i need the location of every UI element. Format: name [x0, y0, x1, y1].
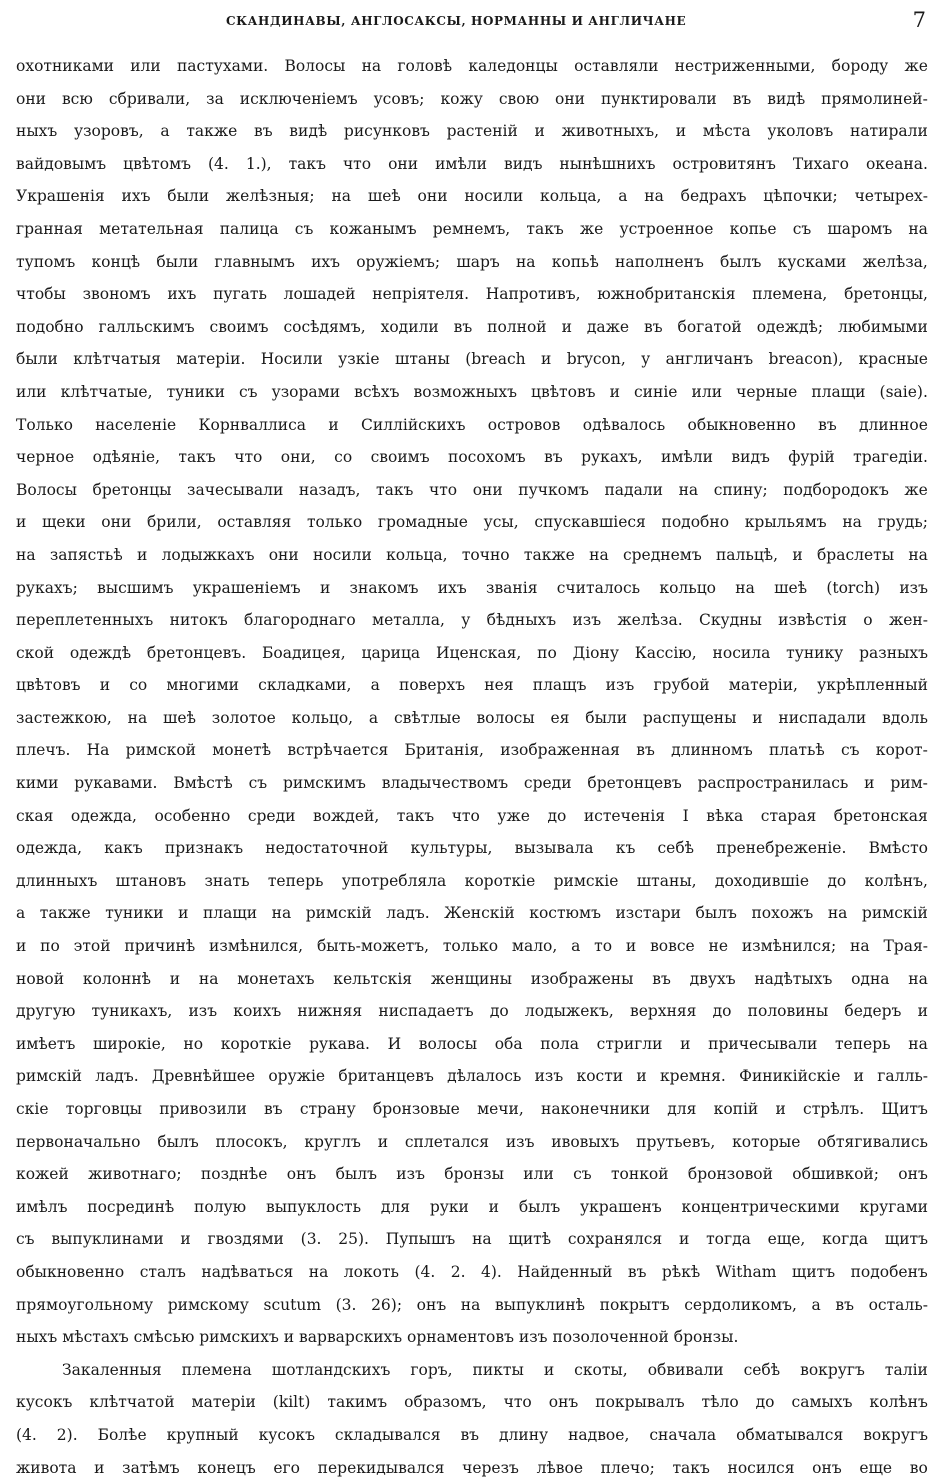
text-line: были клѣтчатыя матеріи. Носили узкіе штаны (breach и brycon, у англичанъ breacon), красные — [16, 350, 928, 369]
text-line: одежда, какъ признакъ недостаточной культуры, вызывала къ себѣ пренебреженіе. Вмѣсто — [16, 839, 928, 858]
text-line: имѣлъ посрединѣ полую выпуклость для руки и былъ украшенъ концентрическими кругами — [16, 1197, 928, 1216]
text-line: другую туникахъ, изъ коихъ нижняя ниспадаетъ до лодыжекъ, верхняя до половины бедеръ и — [16, 1002, 928, 1021]
page-number: 7 — [912, 8, 926, 32]
text-line: Волосы бретонцы зачесывали назадъ, такъ что они пучкомъ падали на спину; подбородокъ же — [16, 480, 928, 499]
text-line: они всю сбривали, за исключеніемъ усовъ; кожу свою они пунктировали въ видѣ прямолиней- — [16, 89, 928, 108]
text-line: и щеки они брили, оставляя только громадные усы, спускавшіеся подобно крыльямъ на грудь; — [16, 513, 928, 532]
text-line: скіе торговцы привозили въ страну бронзовые мечи, наконечники для копій и стрѣлъ. Щитъ — [16, 1100, 928, 1118]
text-line: кусокъ клѣтчатой матеріи (kilt) такимъ образомъ, что онъ покрывалъ тѣло до самыхъ колѣнъ — [16, 1393, 928, 1412]
text-line: черное одѣяніе, такъ что они, со своимъ посохомъ въ рукахъ, имѣли видъ фурій трагедіи. — [16, 448, 928, 467]
text-line: переплетенныхъ нитокъ благороднаго металла, у бѣдныхъ изъ желѣза. Скудны извѣстія о жен- — [16, 611, 928, 630]
text-line: тупомъ концѣ были главнымъ ихъ оружіемъ; шаръ на копьѣ наполненъ былъ кусками желѣза, — [16, 252, 928, 271]
text-line: новой колоннѣ и на монетахъ кельтскія женщины изображены въ двухъ надѣтыхъ одна на — [16, 969, 928, 988]
text-line: рукахъ; высшимъ украшеніемъ и знакомъ ихъ званія считалось кольцо на шеѣ (torch) изъ — [16, 578, 928, 597]
text-line: имѣетъ широкіе, но короткіе рукава. И волосы оба пола стригли и причесывали теперь на — [16, 1034, 928, 1053]
text-line: вайдовымъ цвѣтомъ (4. 1.), такъ что они имѣли видъ нынѣшнихъ островитянъ Тихаго океана. — [16, 154, 928, 173]
text-line: съ выпуклинами и гвоздями (3. 25). Пупышъ на щитѣ сохранялся и тогда еще, когда щитъ — [16, 1230, 928, 1249]
text-line: Закаленныя племена шотландскихъ горъ, пикты и скоты, обвивали себѣ вокругъ таліи — [62, 1360, 928, 1379]
page-header — [0, 0, 940, 44]
text-line: застежкою, на шеѣ золотое кольцо, а свѣтлые волосы ея были распущены и ниспадали вдоль — [16, 708, 928, 727]
text-line: первоначально былъ плосокъ, круглъ и сплетался изъ ивовыхъ прутьевъ, которые обтягивались — [16, 1132, 928, 1151]
text-line: ской одеждѣ бретонцевъ. Боадицея, царица Иценская, по Діону Кассію, носила тунику разныхъ — [16, 643, 928, 662]
text-line: обыкновенно сталъ надѣваться на локоть (4. 2. 4). Найденный въ рѣкѣ Witham щитъ подобенъ — [16, 1262, 928, 1281]
text-line: и по этой причинѣ измѣнился, быть-можетъ, только мало, а то и вовсе не измѣнился; на Трая- — [16, 937, 928, 956]
text-line: (4. 2). Болѣе крупный кусокъ складывался въ длину надвое, сначала обматывался вокругъ — [16, 1425, 928, 1444]
text-line: прямоугольному римскому scutum (3. 26); онъ на выпуклинѣ покрытъ сердоликомъ, а въ осталь- — [16, 1295, 928, 1314]
text-line: или клѣтчатые, туники съ узорами всѣхъ возможныхъ цвѣтовъ и синіе или черные плащи (saie). — [16, 382, 928, 401]
text-line: на запястьѣ и лодыжкахъ они носили кольца, точно также на среднемъ пальцѣ, и браслеты на — [16, 545, 928, 564]
text-line: чтобы звономъ ихъ пугать лошадей непріятеля. Напротивъ, южнобританскія племена, бретонцы, — [16, 285, 928, 304]
text-line: кими рукавами. Вмѣстѣ съ римскимъ владычествомъ среди бретонцевъ распространилась и рим- — [16, 774, 928, 793]
text-line: гранная метательная палица съ кожанымъ ремнемъ, такъ же устроенное копье съ шаромъ на — [16, 219, 928, 238]
running-title: СКАНДИНАВЫ, АНГЛОСАКСЫ, НОРМАННЫ И АНГЛИЧАНЕ — [226, 14, 687, 28]
text-line: кожей животнаго; позднѣе онъ былъ изъ бронзы или съ тонкой бронзовой обшивкой; онъ — [16, 1165, 928, 1184]
text-line: цвѣтовъ и со многими складками, а поверхъ нея плащъ изъ грубой матеріи, укрѣпленный — [16, 676, 928, 695]
text-line: плечъ. На римской монетѣ встрѣчается Британія, изображенная въ длинномъ платьѣ съ корот- — [16, 741, 928, 760]
text-line: длинныхъ штановъ знать теперь употребляла короткіе римскіе штаны, доходившіе до колѣнъ, — [16, 871, 928, 890]
text-line: римскій ладъ. Древнѣйшее оружіе британцевъ дѣлалось изъ кости и кремня. Финикійскіе и галль- — [16, 1067, 928, 1086]
text-line: подобно галльскимъ своимъ сосѣдямъ, ходили въ полной и даже въ богатой одеждѣ; любимыми — [16, 317, 928, 336]
text-line: а также туники и плащи на римскій ладъ. Женскій костюмъ изстари былъ похожъ на римскій — [16, 904, 928, 923]
text-line: ныхъ мѣстахъ смѣсью римскихъ и варварскихъ орнаментовъ изъ позолоченной бронзы. — [16, 1328, 739, 1347]
text-line: Только населеніе Корнваллиса и Силлійскихъ островов одѣвалось обыкновенно въ длинное — [16, 415, 928, 434]
text-line: Украшенія ихъ были желѣзныя; на шеѣ они носили кольца, а на бедрахъ цѣпочки; четырех- — [16, 187, 928, 206]
text-line: ская одежда, особенно среди вождей, такъ что уже до истеченія I вѣка старая бретонская — [16, 806, 928, 825]
body-text — [16, 50, 928, 1484]
text-line: живота и затѣмъ конецъ его перекидывался черезъ лѣвое плечо; такъ носился онъ еще во — [16, 1458, 928, 1477]
text-line: охотниками или пастухами. Волосы на головѣ каледонцы оставляли нестриженными, бороду же — [16, 57, 928, 75]
text-line: ныхъ узоровъ, а также въ видѣ рисунковъ растеній и животныхъ, и мѣста уколовъ натирали — [16, 122, 928, 141]
